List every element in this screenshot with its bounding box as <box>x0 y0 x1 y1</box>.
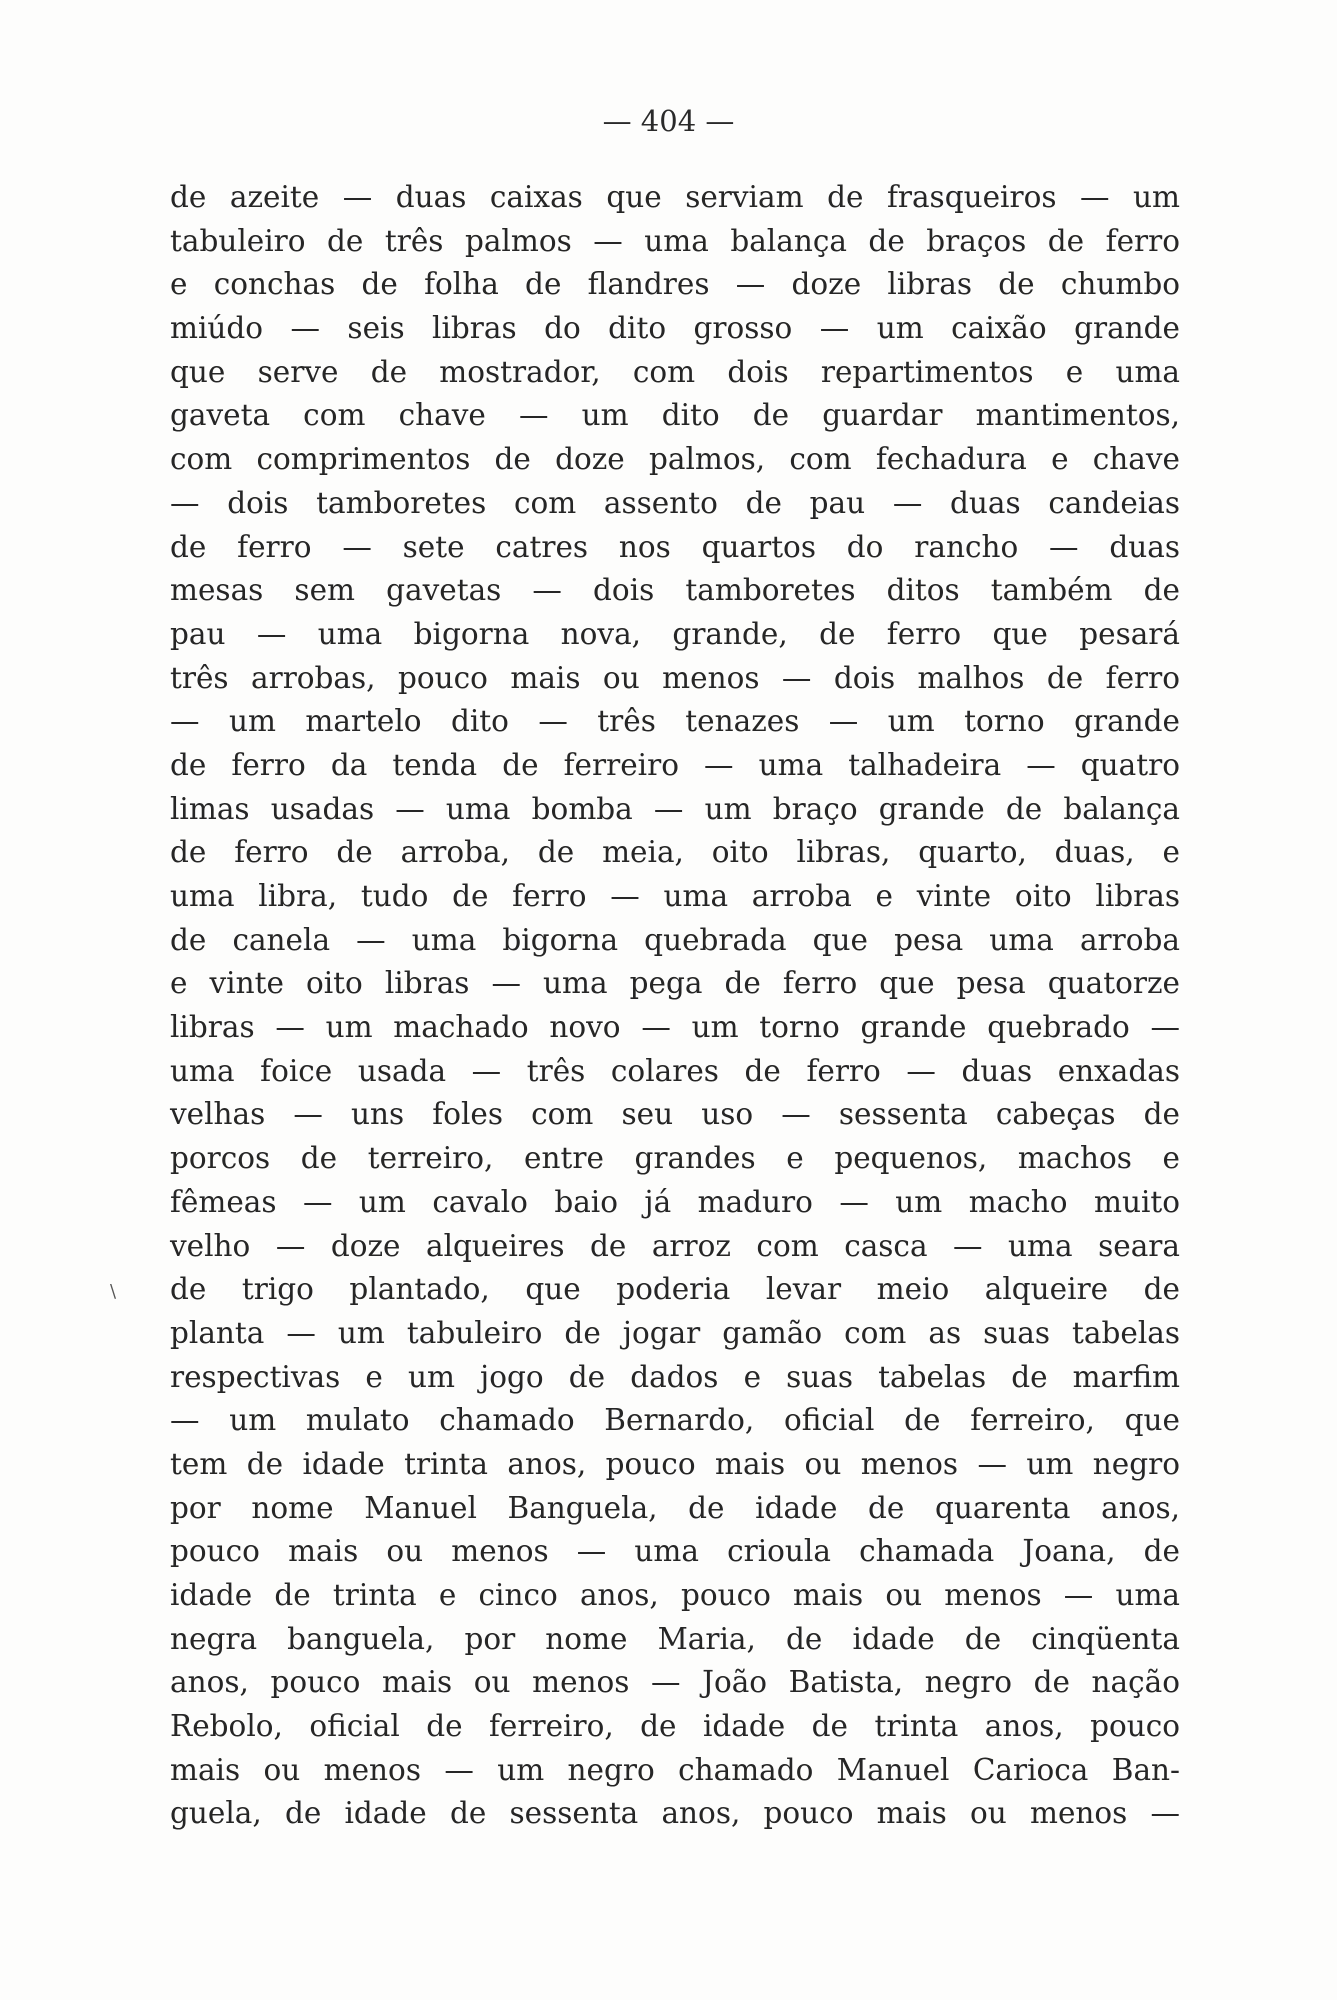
text-line: — um mulato chamado Bernardo, oficial de ferreiro, que <box>170 1403 1180 1438</box>
text-line: guela, de idade de sessenta anos, pouco mais ou menos — <box>170 1796 1180 1831</box>
text-line: uma libra, tudo de ferro — uma arroba e vinte oito libras <box>170 879 1180 913</box>
text-line: pouco mais ou menos — uma crioula chamada Joana, de <box>170 1534 1180 1569</box>
text-line: limas usadas — uma bomba — um braço grande de balança <box>170 791 1180 826</box>
text-line: planta — um tabuleiro de jogar gamão com as suas tabelas <box>170 1315 1180 1350</box>
text-line: negra banguela, por nome Maria, de idade de cinqüenta <box>170 1621 1180 1656</box>
text-line: de azeite — duas caixas que serviam de frasqueiros — um <box>170 180 1180 214</box>
text-line: idade de trinta e cinco anos, pouco mais ou menos — uma <box>170 1578 1180 1612</box>
body-text <box>170 176 1180 1836</box>
text-line: de trigo plantado, que poderia levar meio alqueire de <box>170 1272 1180 1307</box>
text-line: porcos de terreiro, entre grandes e pequenos, machos e <box>170 1141 1180 1176</box>
text-line: tem de idade trinta anos, pouco mais ou menos — um negro <box>170 1446 1180 1481</box>
text-line: três arrobas, pouco mais ou menos — dois malhos de ferro <box>170 660 1180 695</box>
text-line: respectivas e um jogo de dados e suas tabelas de marfim <box>170 1359 1180 1394</box>
text-line: — um martelo dito — três tenazes — um torno grande <box>170 704 1180 739</box>
text-line: uma foice usada — três colares de ferro — duas enxadas <box>170 1053 1180 1088</box>
text-line: tabuleiro de três palmos — uma balança de braços de ferro <box>170 223 1180 258</box>
text-line: de canela — uma bigorna quebrada que pesa uma arroba <box>170 922 1180 957</box>
margin-mark: \ <box>110 1281 117 1302</box>
text-line: — dois tamboretes com assento de pau — duas candeias <box>170 485 1180 520</box>
text-line: por nome Manuel Banguela, de idade de quarenta anos, <box>170 1490 1180 1525</box>
text-line: libras — um machado novo — um torno grande quebrado — <box>170 1010 1180 1045</box>
text-line: que serve de mostrador, com dois repartimentos e uma <box>170 354 1180 389</box>
text-line: e conchas de folha de flandres — doze libras de chumbo <box>170 267 1180 302</box>
text-line: gaveta com chave — um dito de guardar mantimentos, <box>170 398 1180 433</box>
text-line: de ferro da tenda de ferreiro — uma talhadeira — quatro <box>170 747 1180 782</box>
text-line: Rebolo, oficial de ferreiro, de idade de trinta anos, pouco <box>170 1709 1180 1744</box>
text-line: anos, pouco mais ou menos — João Batista, negro de nação <box>170 1665 1180 1700</box>
text-line: mais ou menos — um negro chamado Manuel Carioca Ban- <box>170 1752 1180 1787</box>
text-line: de ferro de arroba, de meia, oito libras, quarto, duas, e <box>170 835 1180 870</box>
text-line: pau — uma bigorna nova, grande, de ferro que pesará <box>170 616 1180 651</box>
text-line: miúdo — seis libras do dito grosso — um caixão grande <box>170 311 1180 346</box>
text-line: e vinte oito libras — uma pega de ferro que pesa quatorze <box>170 966 1180 1001</box>
text-line: mesas sem gavetas — dois tamboretes ditos também de <box>170 573 1180 608</box>
page-number: — 404 — <box>602 104 735 138</box>
text-line: com comprimentos de doze palmos, com fechadura e chave <box>170 442 1180 477</box>
text-line: de ferro — sete catres nos quartos do rancho — duas <box>170 529 1180 564</box>
text-line: velho — doze alqueires de arroz com casca — uma seara <box>170 1228 1180 1263</box>
text-line: fêmeas — um cavalo baio já maduro — um macho muito <box>170 1184 1180 1219</box>
text-line: velhas — uns foles com seu uso — sessenta cabeças de <box>170 1097 1180 1132</box>
